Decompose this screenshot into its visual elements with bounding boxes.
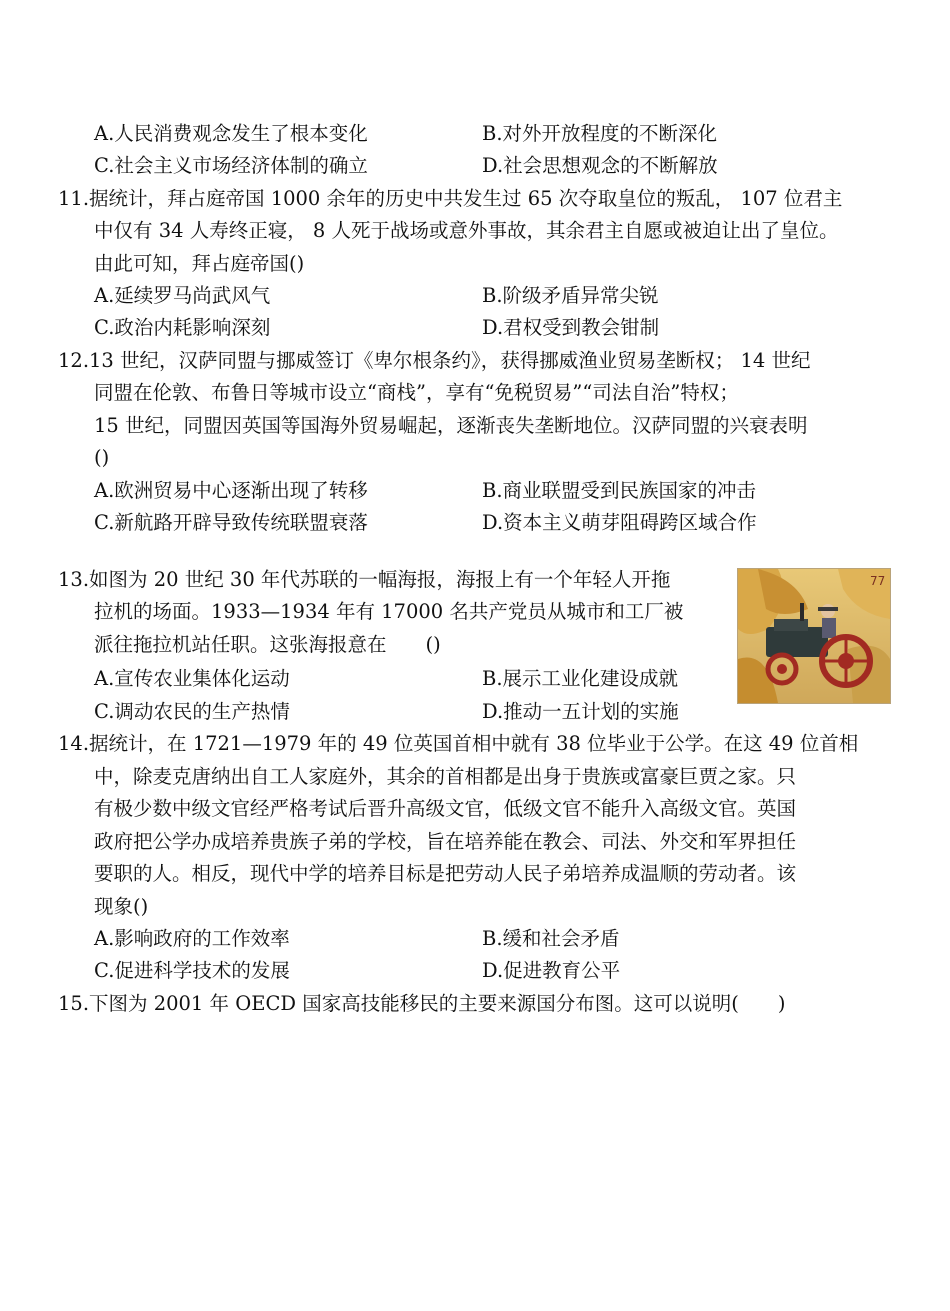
q11-stem-line-2: 中仅有 34 人寿终正寝， 8 人死于战场或意外事故，其余君主自愿或被迫让出了皇位。: [94, 219, 839, 242]
q13-stem-line-2: 拉机的场面。1933—1934 年有 17000 名共产党员从城市和工厂被: [94, 600, 684, 623]
q12-stem-line-4: (): [94, 446, 110, 469]
q11-option-c: C.政治内耗影响深刻: [94, 316, 271, 339]
q13-option-c: C.调动农民的生产热情: [94, 700, 290, 723]
q12-option-c: C.新航路开辟导致传统联盟衰落: [94, 511, 368, 534]
q11-option-b: B.阶级矛盾异常尖锐: [482, 284, 659, 307]
q13-option-d: D.推动一五计划的实施: [482, 700, 679, 723]
q10-option-a: A.人民消费观念发生了根本变化: [94, 122, 368, 145]
q14-stem-line-6: 现象(): [94, 895, 149, 918]
q14-option-a: A.影响政府的工作效率: [94, 927, 290, 950]
q14-stem-line-2: 中，除麦克唐纳出自工人家庭外，其余的首相都是出身于贵族或富豪巨贾之家。只: [94, 765, 797, 788]
q14-option-d: D.促进教育公平: [482, 959, 621, 982]
q14-stem-line-5: 要职的人。相反，现代中学的培养目标是把劳动人民子弟培养成温顺的劳动者。该: [94, 862, 797, 885]
q12-option-b: B.商业联盟受到民族国家的冲击: [482, 479, 757, 502]
q11-option-d: D.君权受到教会钳制: [482, 316, 660, 339]
q14-option-c: C.促进科学技术的发展: [94, 959, 290, 982]
q10-option-c: C.社会主义市场经济体制的确立: [94, 154, 368, 177]
q12-option-a: A.欧洲贸易中心逐渐出现了转移: [94, 479, 368, 502]
soviet-tractor-poster-image: [737, 568, 891, 704]
q14-option-b: B.缓和社会矛盾: [482, 927, 620, 950]
q13-stem-line-3: 派往拖拉机站任职。这张海报意在 (): [94, 633, 441, 656]
q12-stem-line-2: 同盟在伦敦、布鲁日等城市设立“商栈”，享有“免税贸易”“司法自治”特权；: [94, 381, 739, 404]
q12-option-d: D.资本主义萌芽阻碍跨区域合作: [482, 511, 757, 534]
q13-option-a: A.宣传农业集体化运动: [94, 667, 290, 690]
q10-option-b: B.对外开放程度的不断深化: [482, 122, 718, 145]
q13-stem-line-1: 13.如图为 20 世纪 30 年代苏联的一幅海报，海报上有一个年轻人开拖: [58, 568, 671, 591]
q15-stem-line-1: 15.下图为 2001 年 OECD 国家高技能移民的主要来源国分布图。这可以说明( ): [58, 992, 786, 1015]
q14-stem-line-1: 14.据统计，在 1721—1979 年的 49 位英国首相中就有 38 位毕业于公学。在这 49 位首相: [58, 732, 859, 755]
q14-stem-line-3: 有极少数中级文官经严格考试后晋升高级文官，低级文官不能升入高级文官。英国: [94, 797, 797, 820]
q10-option-d: D.社会思想观念的不断解放: [482, 154, 718, 177]
q11-stem-line-1: 11.据统计，拜占庭帝国 1000 余年的历史中共发生过 65 次夺取皇位的叛乱， 107 位君主: [58, 187, 843, 210]
q11-option-a: A.延续罗马尚武风气: [94, 284, 271, 307]
q12-stem-line-3: 15 世纪，同盟因英国等国海外贸易崛起，逐渐丧失垄断地位。汉萨同盟的兴衰表明: [94, 414, 808, 437]
q12-stem-line-1: 12.13 世纪，汉萨同盟与挪威签订《卑尔根条约》，获得挪威渔业贸易垄断权； 14 世纪: [58, 349, 811, 372]
q14-stem-line-4: 政府把公学办成培养贵族子弟的学校，旨在培养能在教会、司法、外交和军界担任: [94, 830, 797, 853]
poster-corner-text: 77: [870, 574, 886, 588]
q11-stem-line-3: 由此可知，拜占庭帝国(): [94, 252, 305, 275]
q13-option-b: B.展示工业化建设成就: [482, 667, 679, 690]
